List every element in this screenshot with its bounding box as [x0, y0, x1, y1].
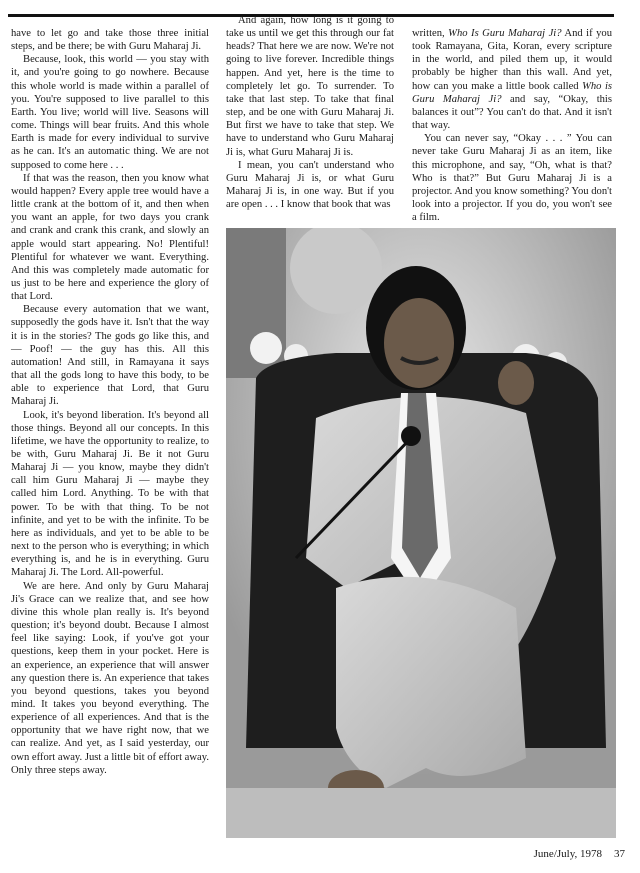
paragraph — [412, 27, 612, 132]
paragraph: If that was the reason, then you know what would happen? Every apple tree would have a little crank at the bottom of it, and then when you want an apple, for two days you crank and crank and crank this crank, and slowly an apple would start appearing. No! Plentiful! Plentiful for whatever we want. Everything. And this was completely made automatic for us just to be here and experience the glory of that Lord. — [11, 172, 209, 303]
book-title: Who Is Guru Maharaj Ji? — [448, 28, 562, 39]
paragraph: And again, how long is it going to take us until we get this through our fat heads? That here we are now. We're not going to live forever. Incredible things happen. And yet, here is the time to completely let go. To surrender. To take that last step. To take that final step, and be one with Guru Maharaj Ji. But first we have to take that step. We have to understand who Guru Maharaj Ji is, what Guru Maharaj Ji is. — [226, 15, 394, 158]
text-column-middle — [226, 14, 394, 211]
paragraph: have to let go and take those three initial steps, and be there; be with Guru Maharaj Ji. — [11, 28, 209, 53]
text-run: written, — [412, 28, 449, 39]
paragraph: Because every automation that we want, supposedly the gods have it. Isn't that the way it is in the stories? The gods go like this, and — Poof! — the guy has this. All this automation! And still, in Ramayana it says that all the gods long to have this body, to be able to experience that Lord, that Guru Maharaj Ji. — [11, 304, 209, 408]
paragraph: I mean, you can't understand who Guru Maharaj Ji is, or what Guru Maharaj Ji is, in one way. But if you are open . . . I know that book that was — [226, 159, 394, 211]
text-column-right — [412, 27, 612, 224]
page-number: 37 — [614, 848, 625, 860]
paragraph: Because, look, this world — you stay with it, and you're going to go nowhere. Because this whole world is made within a parallel of you. You're supposed to live parallel to this Earth. You live; world will live. Seasons will come. Things will bear fruits. And this whole Earth is made for every individual to survive as he can. It's an automatic thing. We are not supposed to come here . . . — [11, 54, 209, 171]
speaker-illustration — [226, 228, 616, 838]
speaker-photo — [226, 228, 616, 838]
text-run: and say, “Okay, this balances it out”? You can't do that. And it isn't that way. — [412, 93, 613, 132]
page-footer — [480, 848, 625, 860]
paragraph: You can never say, “Okay . . . ” You can never take Guru Maharaj Ji as an item, like this microphone, and say, “Oh, what is that? Who is that?” But Guru Maharaj Ji is a projector. And you know something? You don't look into a projector. If you do, you won't see a film. — [412, 133, 612, 224]
text-column-left — [11, 27, 209, 777]
book-title: Who is Guru Maharaj Ji? — [412, 80, 613, 105]
paragraph: We are here. And only by Guru Maharaj Ji's Grace can we realize that, and see how divine this whole plan really is. It's beyond question; it's beyond doubt. Because I almost feel like saying: Look, if you've got your questions, keep them in your pocket. Here is an experience, an experience that will answer any question there is. An experience that takes you beyond questions, takes you beyond mind. It takes you beyond everything. The experience of all experiences. And that is the opportunity that we have right now, that we can realize. And yet, as I said yesterday, our own effort away. Just a little bit of effort away. Only three steps away. — [11, 580, 209, 776]
paragraph: Look, it's beyond liberation. It's beyond all those things. Beyond all our concepts. In this lifetime, we have the opportunity to realize, to be with, Guru Maharaj Ji. Be it not Guru Maharaj Ji — you know, maybe they didn't call him Guru Maharaj Ji — maybe they called him Lord. Anything. To be with that power. To be with that thing. To be not infinite, and yet to be with the infinite. To be here as individuals, and yet to be able to be next to the person who is everything; in which everything is, and he is in everything. Guru Maharaj Ji. The Lord. All-powerful. — [11, 409, 209, 579]
issue-date: June/July, 1978 — [533, 848, 602, 860]
text-run: And if you took Ramayana, Gita, Koran, every scripture in the world, and piled them up, it would probably be higher than this wall. And yet, how can you make a little book called — [412, 28, 612, 92]
